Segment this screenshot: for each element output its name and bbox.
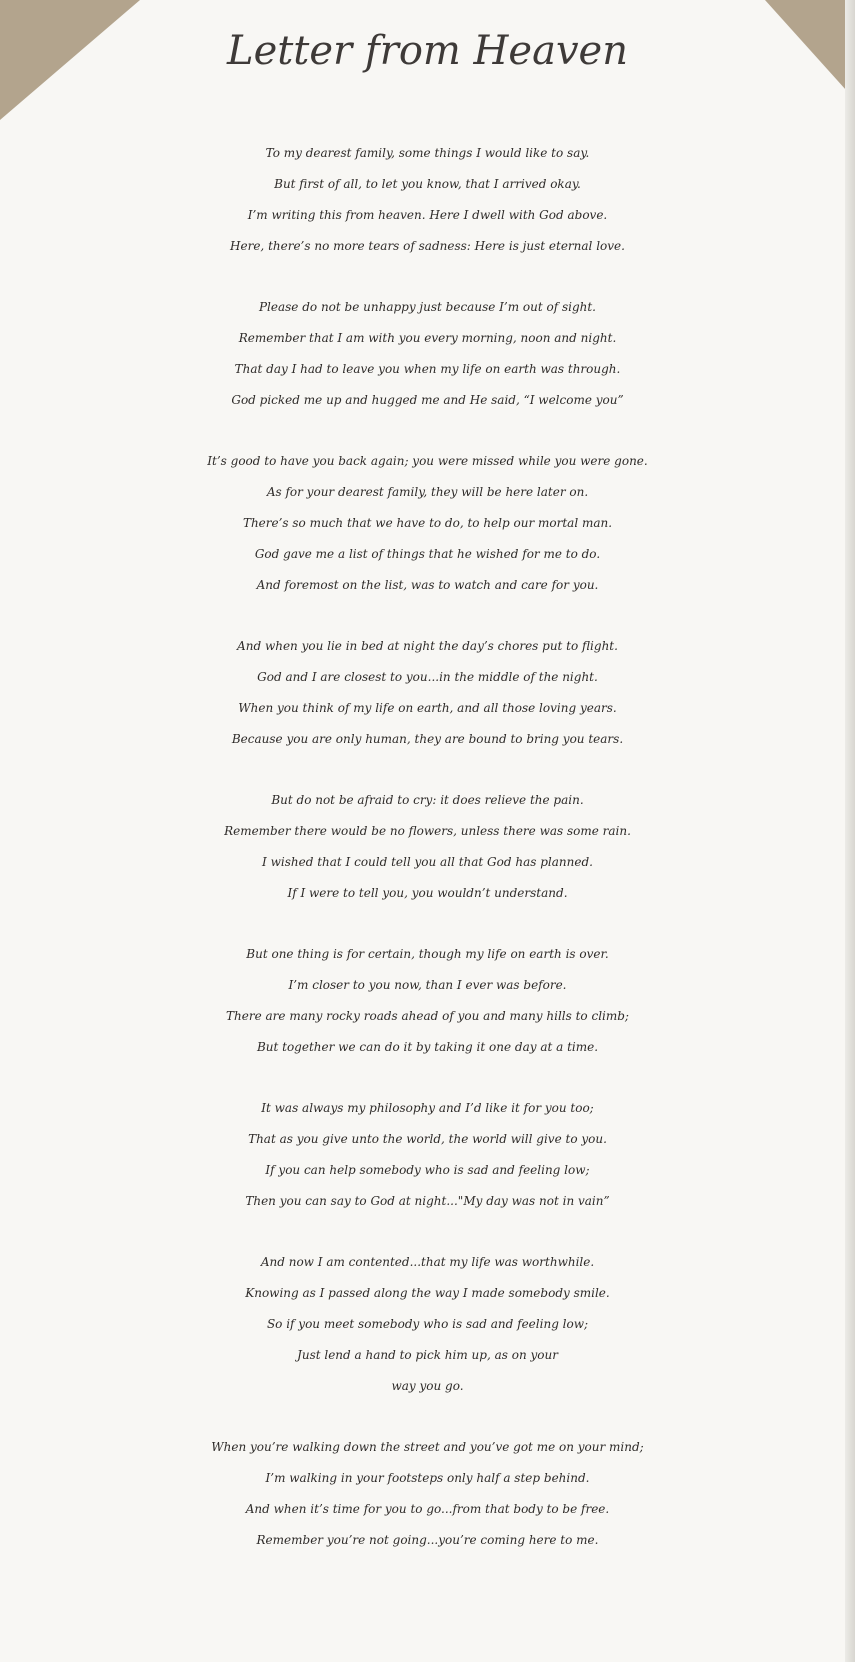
poem-line: And when you lie in bed at night the day’s chores put to flight. [237, 639, 618, 653]
poem-line: So if you meet somebody who is sad and feeling low; [266, 1317, 589, 1331]
poem-line: And foremost on the list, was to watch and care for you. [256, 578, 599, 592]
poem-line: Remember that I am with you every morning, noon and night. [238, 331, 617, 345]
poem-line: I’m closer to you now, than I ever was before. [288, 978, 567, 992]
poem-line: But together we can do it by taking it one day at a time. [256, 1040, 599, 1054]
poem-stanza [0, 1432, 855, 1556]
poem-line: To my dearest family, some things I would like to say. [265, 146, 590, 160]
poem-line: It was always my philosophy and I’d like it for you too; [261, 1101, 594, 1115]
poem-line: And when it’s time for you to go...from that body to be free. [245, 1502, 610, 1516]
poem-line: But one thing is for certain, though my life on earth is over. [246, 947, 609, 961]
poem-line: Here, there’s no more tears of sadness: Here is just eternal love. [230, 239, 625, 253]
poem-stanza [0, 1247, 855, 1402]
poem-line: Knowing as I passed along the way I made somebody smile. [245, 1286, 610, 1300]
poem-stanza [0, 631, 855, 755]
poem-line: When you’re walking down the street and you’ve got me on your mind; [211, 1440, 644, 1454]
poem-line: As for your dearest family, they will be here later on. [266, 485, 589, 499]
poem-stanza [0, 785, 855, 909]
poem-line: If I were to tell you, you wouldn’t understand. [287, 886, 568, 900]
poem-line: There’s so much that we have to do, to help our mortal man. [242, 516, 613, 530]
poem-stanza [0, 446, 855, 601]
poem-line: Because you are only human, they are bound to bring you tears. [231, 732, 624, 746]
poem-line: way you go. [391, 1379, 464, 1393]
poem-line: God picked me up and hugged me and He said, “I welcome you” [231, 393, 624, 407]
poem-line: God gave me a list of things that he wished for me to do. [254, 547, 601, 561]
poem-line: I wished that I could tell you all that God has planned. [262, 855, 593, 869]
poem-stanza [0, 1093, 855, 1217]
poem-line: God and I are closest to you...in the middle of the night. [257, 670, 598, 684]
poem-line: Please do not be unhappy just because I’m out of sight. [258, 300, 596, 314]
poem-line: But do not be afraid to cry: it does relieve the pain. [271, 793, 584, 807]
poem-line: There are many rocky roads ahead of you and many hills to climb; [226, 1009, 629, 1023]
poem-body [0, 138, 855, 1586]
poem-stanza [0, 138, 855, 262]
poem-line: Just lend a hand to pick him up, as on your [297, 1348, 558, 1362]
poem-line: Then you can say to God at night..."My day was not in vain” [245, 1194, 610, 1208]
poem-line: I’m writing this from heaven. Here I dwell with God above. [247, 208, 608, 222]
poem-line: That as you give unto the world, the world will give to you. [248, 1132, 607, 1146]
poem-stanza [0, 939, 855, 1063]
poem-line: And now I am contented...that my life was worthwhile. [260, 1255, 595, 1269]
poem-line: If you can help somebody who is sad and feeling low; [265, 1163, 590, 1177]
poem-line: It’s good to have you back again; you were missed while you were gone. [207, 454, 648, 468]
poem-line: That day I had to leave you when my life on earth was through. [234, 362, 621, 376]
poem-line: I’m walking in your footsteps only half a step behind. [265, 1471, 590, 1485]
poem-line: When you think of my life on earth, and all those loving years. [238, 701, 617, 715]
poem-line: But first of all, to let you know, that I arrived okay. [274, 177, 581, 191]
poem-line: Remember you’re not going...you’re coming here to me. [256, 1533, 599, 1547]
poem-stanza [0, 292, 855, 416]
poem-title: Letter from Heaven [227, 28, 628, 74]
poem-line: Remember there would be no flowers, unless there was some rain. [224, 824, 631, 838]
